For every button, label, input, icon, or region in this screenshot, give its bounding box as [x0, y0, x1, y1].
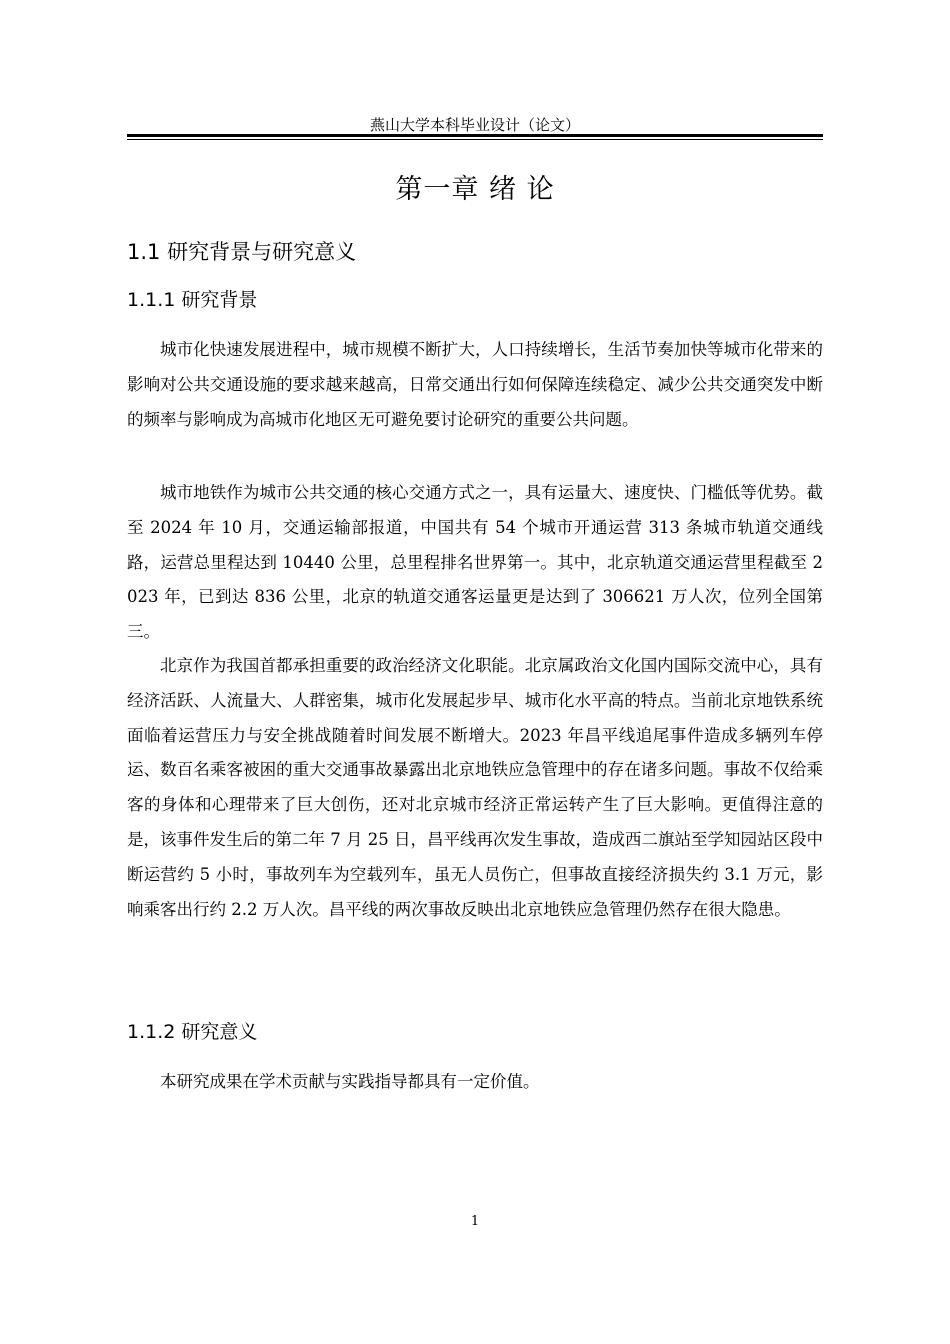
running-header: 燕山大学本科毕业设计（论文）: [369, 116, 580, 134]
paragraph-background-3: 北京作为我国首都承担重要的政治经济文化职能。北京属政治文化国内国际交流中心，具有经济活跃、人流量大、人群密集，城市化发展起步早、城市化水平高的特点。当前北京地铁系统面临着运营压力与安全挑战随着时间发展不断增大。2023 年昌平线追尾事件造成多辆列车停运、数百名乘客被困的重大交通事故暴露出北京地铁应急管理中的存在诸多问题。事故不仅给乘客的身体和心理带来了巨大创伤，还对北京城市经济正常运转产生了巨大影响。更值得注意的是，该事件发生后的第二年 7 月 25 日，昌平线再次发生事故，造成西二旗站至学知园站区段中断运营约 5 小时，事故列车为空载列车，虽无人员伤亡，但事故直接经济损失约 3.1 万元，影响乘客出行约 2.2 万人次。昌平线的两次事故反映出北京地铁应急管理仍然存在很大隐患。: [127, 656, 823, 919]
subsection-heading-1-1-1: 1.1.1 研究背景: [127, 289, 258, 311]
header-rule-thick: [127, 134, 823, 137]
section-heading-1-1: 1.1 研究背景与研究意义: [127, 240, 357, 264]
paragraph-background-1: 城市化快速发展进程中，城市规模不断扩大，人口持续增长，生活节奏加快等城市化带来的影响对公共交通设施的要求越来越高，日常交通出行如何保障连续稳定、减少公共交通突发中断的频率与影响成为高城市化地区无可避免要讨论研究的重要公共问题。: [127, 340, 823, 429]
header-rule-thin: [127, 139, 823, 140]
paragraph-significance-1: 本研究成果在学术贡献与实践指导都具有一定价值。: [160, 1072, 540, 1091]
chapter-title: 第一章 绪 论: [395, 174, 555, 205]
page-number: 1: [470, 1214, 480, 1229]
paragraph-background-2: 城市地铁作为城市公共交通的核心交通方式之一，具有运量大、速度快、门槛低等优势。截至 2024 年 10 月，交通运输部报道，中国共有 54 个城市开通运营 313 条城市轨道交通线路，运营总里程达到 10440 公里，总里程排名世界第一。其中，北京轨道交通运营里程截至 2023 年，已到达 836 公里，北京的轨道交通客运量更是达到了 306621 万人次，位列全国第三。: [127, 483, 823, 642]
subsection-heading-1-1-2: 1.1.2 研究意义: [127, 1021, 258, 1043]
